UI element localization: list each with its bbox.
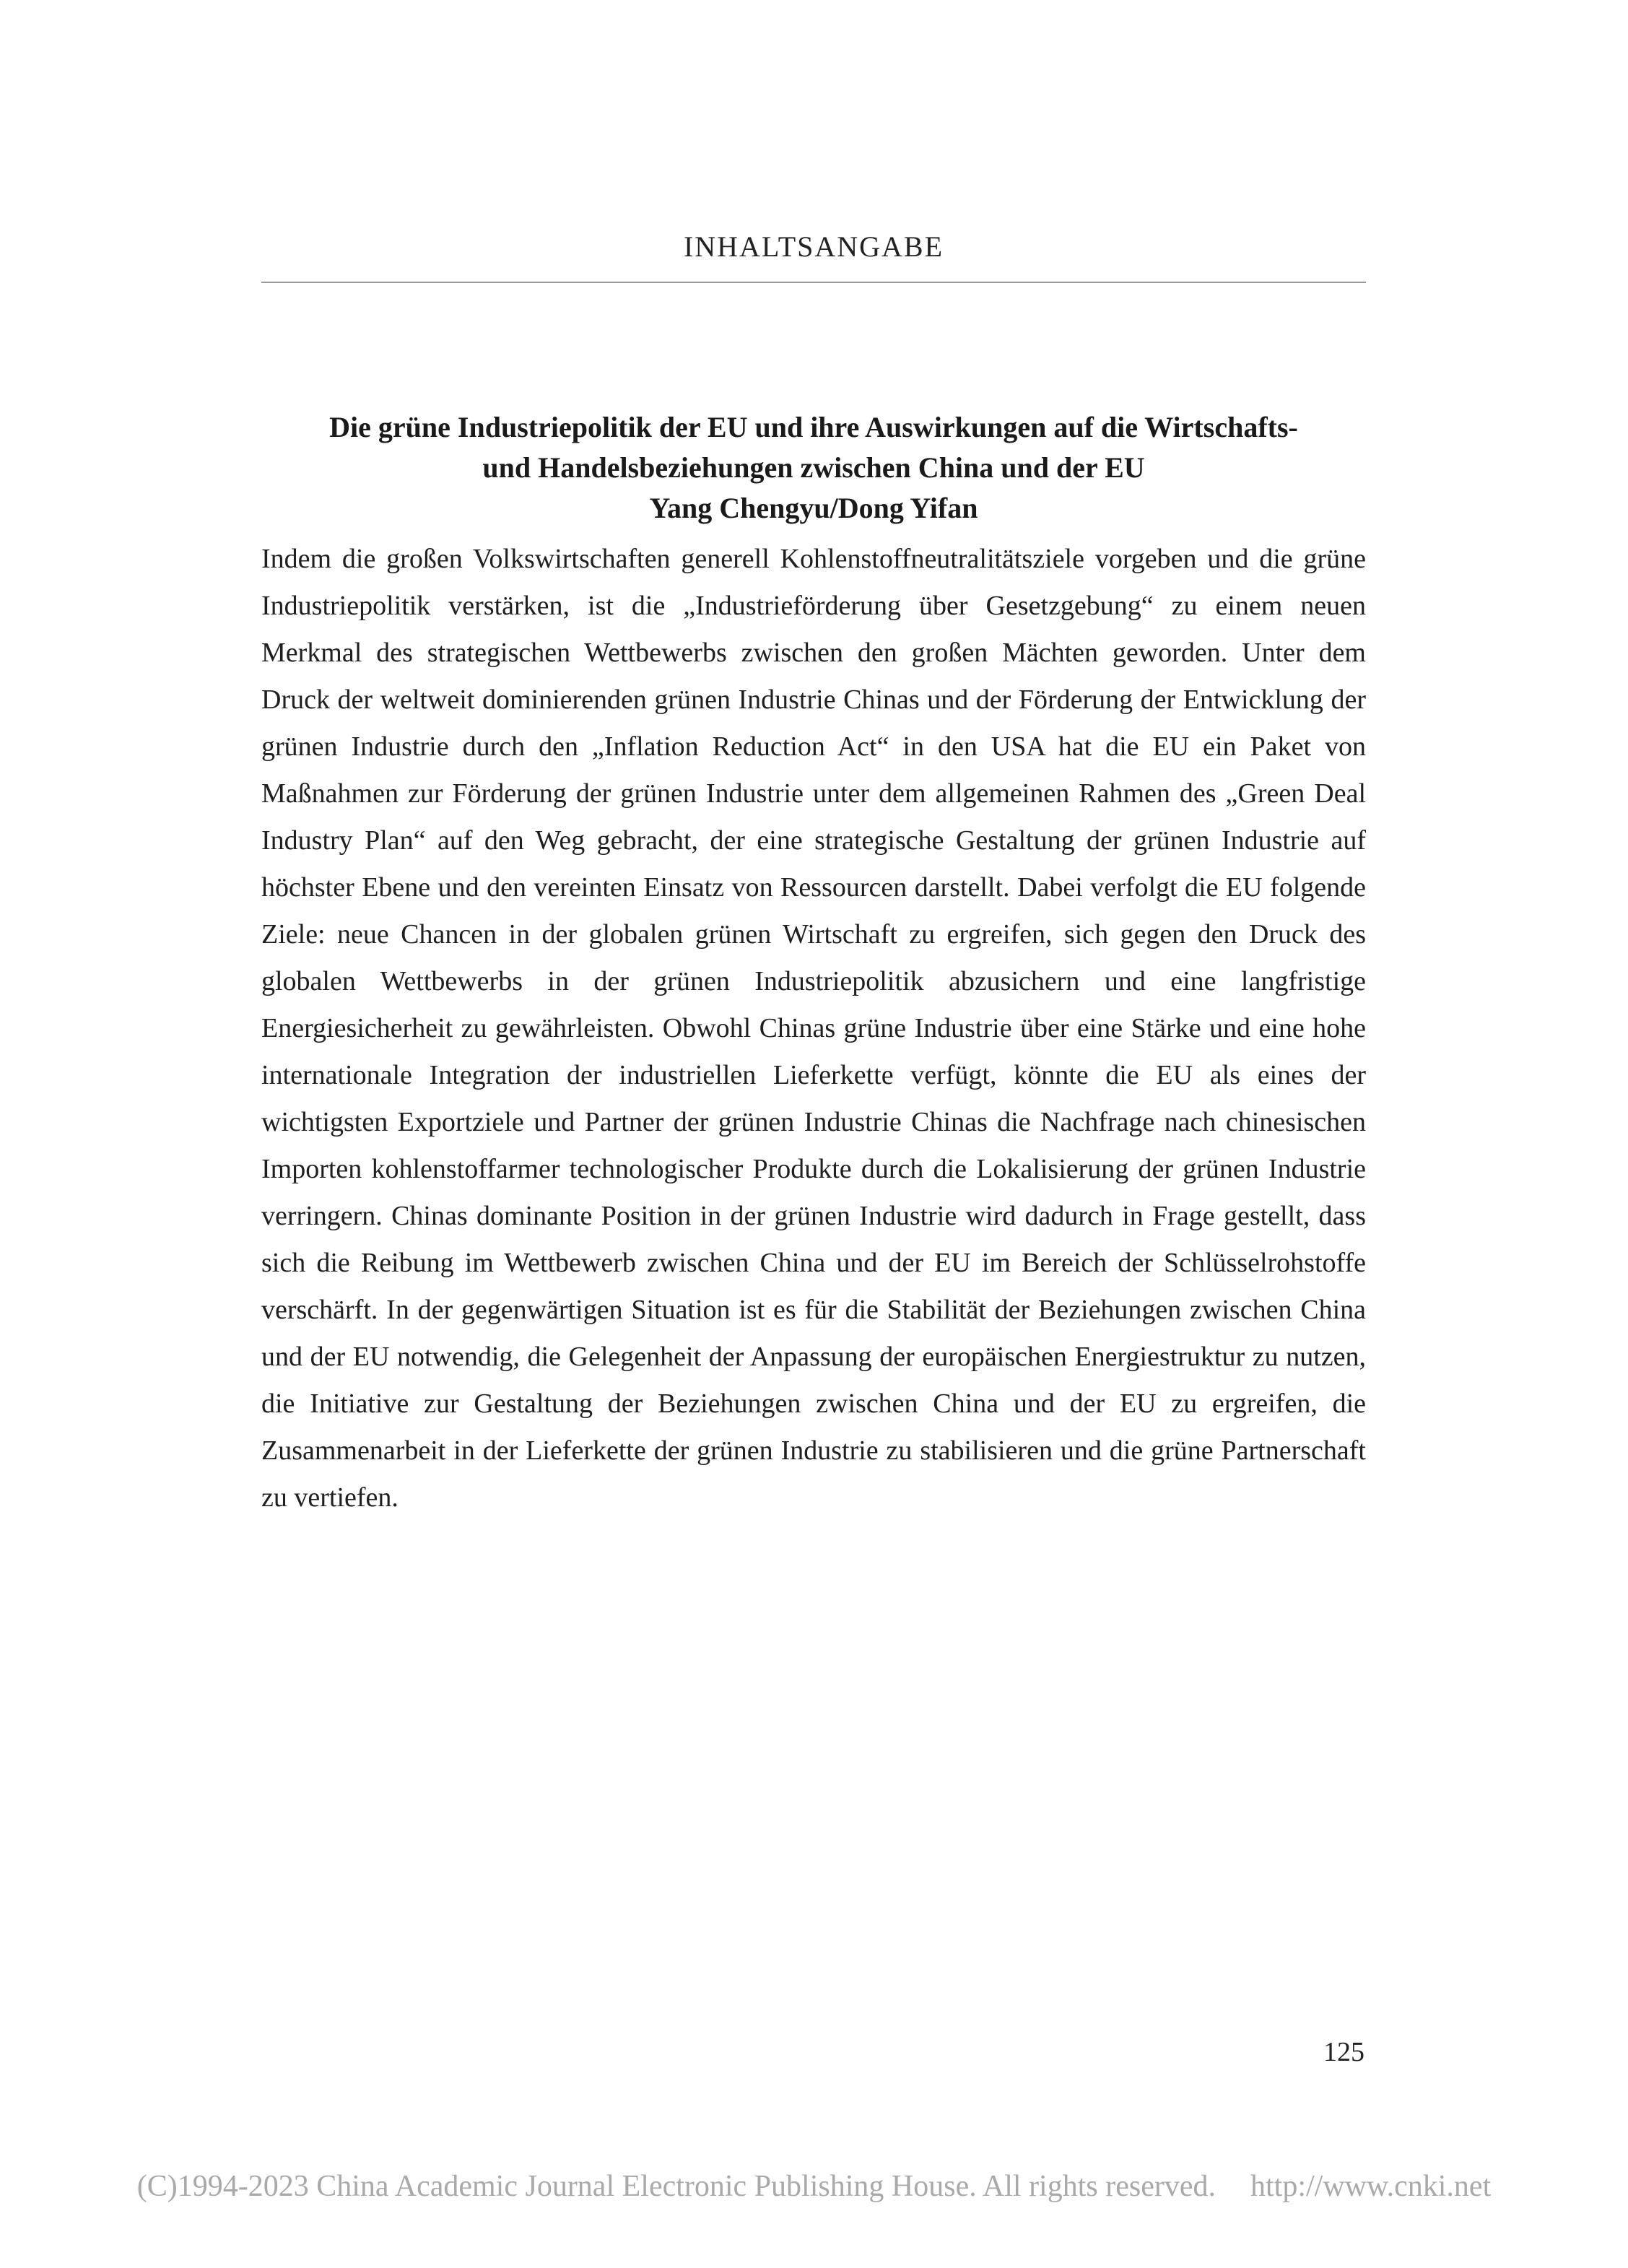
copyright-footer xyxy=(0,2169,1628,2204)
copyright-notice: (C)1994-2023 China Academic Journal Electronic Publishing House. All rights reserved. xyxy=(136,2170,1216,2203)
article-title xyxy=(261,407,1366,488)
header-divider xyxy=(261,282,1366,283)
page-number: 125 xyxy=(1323,2037,1364,2067)
article xyxy=(261,407,1366,1521)
article-authors: Yang Chengyu/Dong Yifan xyxy=(649,492,978,524)
article-abstract: Indem die großen Volkswirtschaften generell Kohlenstoffneutralitätsziele vorgeben und die grüne Industriepolitik verstärken, ist die „Industrieförderung über Gesetzgebung“ zu einem neuen Merkmal des strategischen Wettbewerbs zwischen den großen Mächten geworden. Unter dem Druck der weltweit dominierenden grünen Industrie Chinas und der Förderung der Entwicklung der grünen Industrie durch den „Inflation Reduction Act“ in den USA hat die EU ein Paket von Maßnahmen zur Förderung der grünen Industrie unter dem allgemeinen Rahmen des „Green Deal Industry Plan“ auf den Weg gebracht, der eine strategische Gestaltung der grünen Industrie auf höchster Ebene und den vereinten Einsatz von Ressourcen darstellt. Dabei verfolgt die EU folgende Ziele: neue Chancen in der globalen grünen Wirtschaft zu ergreifen, sich gegen den Druck des globalen Wettbewerbs in der grünen Industriepolitik abzusichern und eine langfristige Energiesicherheit zu gewährleisten. Obwohl Chinas grüne Industrie über eine Stärke und eine hohe internationale Integration der industriellen Lieferkette verfügt, könnte die EU als eines der wichtigsten Exportziele und Partner der grünen Industrie Chinas die Nachfrage nach chinesischen Importen kohlenstoffarmer technologischer Produkte durch die Lokalisierung der grünen Industrie verringern. Chinas dominante Position in der grünen Industrie wird dadurch in Frage gestellt, dass sich die Reibung im Wettbewerb zwischen China und der EU im Bereich der Schlüsselrohstoffe verschärft. In der gegenwärtigen Situation ist es für die Stabilität der Beziehungen zwischen China und der EU notwendig, die Gelegenheit der Anpassung der europäischen Energiestruktur zu nutzen, die Initiative zur Gestaltung der Beziehungen zwischen China und der EU zu ergreifen, die Zusammenarbeit in der Lieferkette der grünen Industrie zu stabilisieren und die grüne Partnerschaft zu vertiefen. xyxy=(261,544,1366,1513)
article-title-line-2: und Handelsbeziehungen zwischen China und der EU xyxy=(482,451,1145,484)
article-title-line-1: Die grüne Industriepolitik der EU und ihre Auswirkungen auf die Wirtschafts- xyxy=(329,411,1298,443)
running-header: INHALTSANGABE xyxy=(683,230,944,263)
publisher-url[interactable]: http://www.cnki.net xyxy=(1250,2170,1492,2203)
